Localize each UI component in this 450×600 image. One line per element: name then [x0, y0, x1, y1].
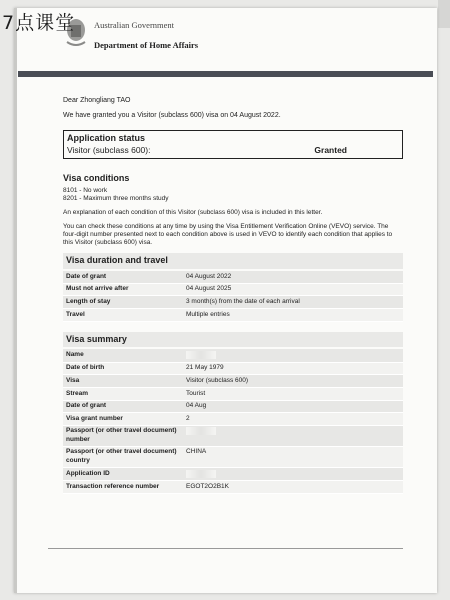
table-row: [63, 400, 403, 413]
table-row: [63, 413, 403, 426]
row-value: EGOT2O2B1K: [183, 481, 403, 494]
table-row: [63, 349, 403, 362]
conditions-explanation: An explanation of each condition of this Visitor (subclass 600) visa is included in this letter.: [63, 208, 323, 216]
row-value: 04 August 2022: [183, 271, 403, 283]
government-name: Australian Government: [94, 20, 175, 30]
row-key: Date of birth: [63, 362, 183, 375]
vevo-paragraph: You can check these conditions at any time by using the Visa Entitlement Verification Online (VEVO) service. The four-digit number presented next to each condition above is used in VEVO to identify each condition that applies to this Visitor (subclass 600) visa.: [63, 223, 393, 247]
row-key: Passport (or other travel document) number: [63, 425, 183, 446]
row-key: Travel: [63, 309, 183, 322]
row-key: Stream: [63, 387, 183, 400]
row-value: Multiple entries: [183, 309, 403, 322]
row-key: Passport (or other travel document) country: [63, 446, 183, 467]
status-value: Granted: [314, 144, 347, 155]
redacted-application-id: [186, 470, 216, 478]
application-status-title: Application status: [67, 133, 146, 144]
condition-item: 8201 - Maximum three months study: [63, 194, 169, 202]
table-row: [63, 375, 403, 388]
row-key: Application ID: [63, 467, 183, 480]
row-value: [183, 349, 403, 362]
condition-item: 8101 - No work: [63, 186, 108, 194]
duration-title: Visa duration and travel: [63, 253, 403, 269]
table-row: [63, 271, 403, 283]
corner-tab: [438, 0, 450, 28]
summary-title: Visa summary: [63, 332, 403, 348]
row-key: Date of grant: [63, 271, 183, 283]
table-row: [63, 467, 403, 480]
row-value: 04 August 2025: [183, 283, 403, 296]
row-key: Name: [63, 349, 183, 362]
visa-type-label: Visitor (subclass 600):: [67, 144, 151, 155]
table-row: [63, 481, 403, 494]
table-row: [63, 446, 403, 467]
table-row: [63, 387, 403, 400]
row-value: 04 Aug: [183, 400, 403, 413]
table-row: [63, 362, 403, 375]
conditions-title: Visa conditions: [63, 173, 130, 184]
watermark-text: 7点课堂: [2, 12, 76, 34]
redacted-name: [186, 351, 216, 359]
row-key: Transaction reference number: [63, 481, 183, 494]
row-key: Date of grant: [63, 400, 183, 413]
application-status-box: [63, 130, 403, 159]
table-row: [63, 309, 403, 322]
header-divider-bar: [18, 71, 433, 77]
row-key: Visa: [63, 375, 183, 388]
row-key: Visa grant number: [63, 413, 183, 426]
row-value: 3 month(s) from the date of each arrival: [183, 296, 403, 309]
row-value: 2: [183, 413, 403, 426]
row-value: Visitor (subclass 600): [183, 375, 403, 388]
letter-body: [63, 96, 403, 494]
row-value: [183, 467, 403, 480]
page-edge-shadow: [14, 8, 17, 593]
letter-header: [14, 8, 437, 68]
row-value: CHINA: [183, 446, 403, 467]
table-row: [63, 283, 403, 296]
row-value: [183, 425, 403, 446]
row-value: 21 May 1979: [183, 362, 403, 375]
row-key: Must not arrive after: [63, 283, 183, 296]
table-row: [63, 425, 403, 446]
footer-divider: [48, 548, 403, 549]
duration-table: [63, 271, 403, 322]
department-name: Department of Home Affairs: [94, 40, 199, 50]
table-row: [63, 296, 403, 309]
row-value: Tourist: [183, 387, 403, 400]
salutation: Dear Zhongliang TAO: [63, 97, 131, 104]
summary-table: [63, 349, 403, 494]
row-key: Length of stay: [63, 296, 183, 309]
application-status-row: [67, 145, 399, 156]
grant-intro: We have granted you a Visitor (subclass 600) visa on 04 August 2022.: [63, 112, 281, 120]
redacted-passport: [186, 427, 216, 435]
visa-letter-page: [14, 8, 437, 593]
